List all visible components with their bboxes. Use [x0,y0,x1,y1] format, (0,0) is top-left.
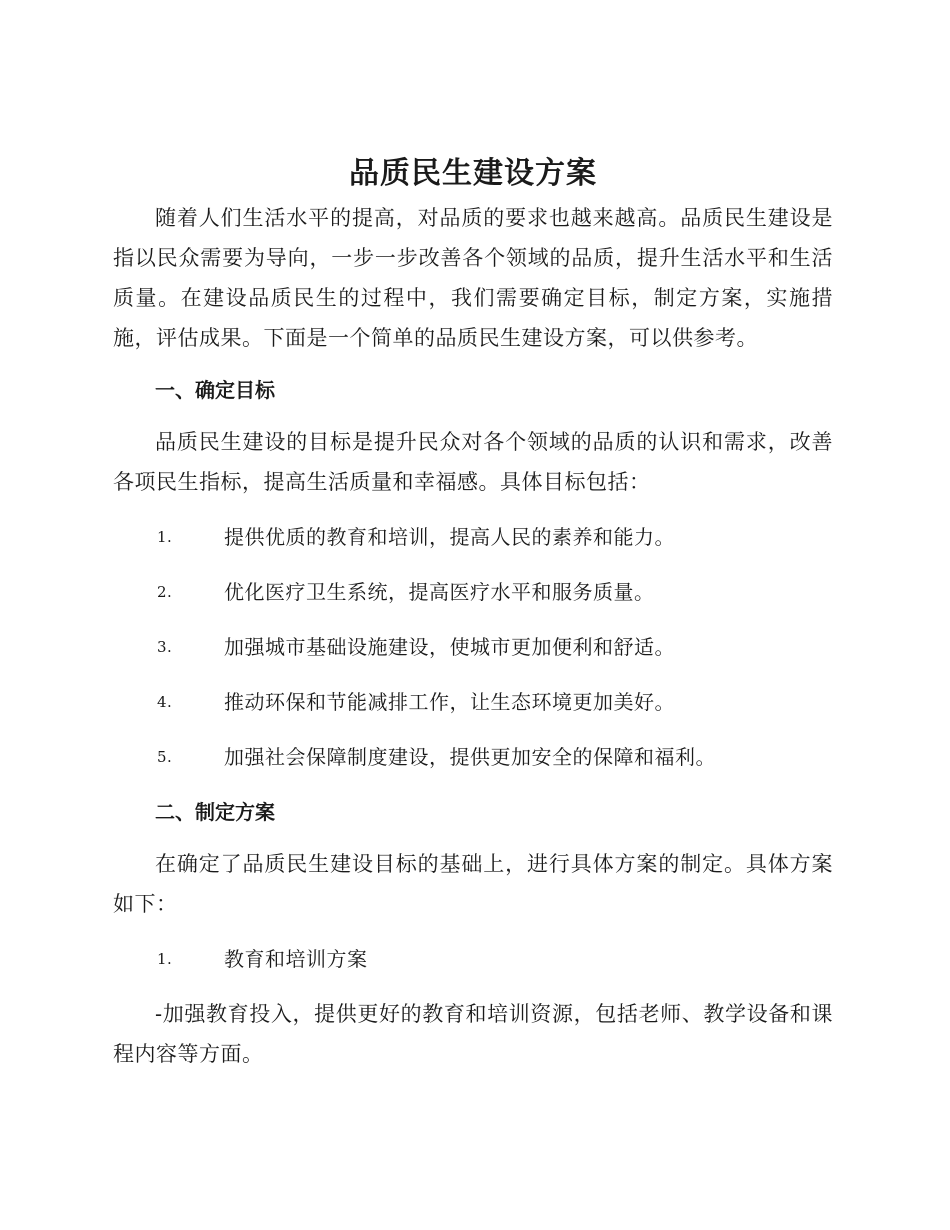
goals-list [113,517,833,777]
list-item-text: 提供优质的教育和培训，提高人民的素养和能力。 [224,525,675,549]
list-item [113,572,833,612]
document-title: 品质民生建设方案 [349,156,597,191]
section-heading-goals: 一、确定目标 [155,378,275,402]
list-item [113,939,833,979]
list-item [113,737,833,777]
list-item-number: 1. [157,528,173,546]
list-item-text: 加强城市基础设施建设，使城市更加便利和舒适。 [224,635,675,659]
list-item-number: 3. [157,638,173,656]
list-item-text: 教育和培训方案 [224,947,368,971]
list-item-number: 1. [157,950,173,968]
list-item [113,682,833,722]
plan-detail-paragraph: -加强教育投入，提供更好的教育和培训资源，包括老师、教学设备和课程内容等方面。 [113,1002,833,1066]
list-item-number: 4. [157,693,173,711]
plan-list [113,939,833,979]
list-item-text: 优化医疗卫生系统，提高医疗水平和服务质量。 [224,580,655,604]
goals-paragraph: 品质民生建设的目标是提升民众对各个领域的品质的认识和需求，改善各项民生指标，提高生活质量和幸福感。具体目标包括： [113,430,833,494]
document-page [113,150,833,1074]
list-item-number: 2. [157,583,173,601]
list-item [113,517,833,557]
section-heading-plan: 二、制定方案 [155,800,275,824]
list-item-text: 加强社会保障制度建设，提供更加安全的保障和福利。 [224,745,716,769]
list-item-number: 5. [157,748,173,766]
list-item-text: 推动环保和节能减排工作，让生态环境更加美好。 [224,690,675,714]
intro-paragraph: 随着人们生活水平的提高，对品质的要求也越来越高。品质民生建设是指以民众需要为导向，一步一步改善各个领域的品质，提升生活水平和生活质量。在建设品质民生的过程中，我们需要确定目标，制定方案，实施措施，评估成果。下面是一个简单的品质民生建设方案，可以供参考。 [113,206,833,350]
plan-paragraph: 在确定了品质民生建设目标的基础上，进行具体方案的制定。具体方案如下： [113,852,833,916]
list-item [113,627,833,667]
